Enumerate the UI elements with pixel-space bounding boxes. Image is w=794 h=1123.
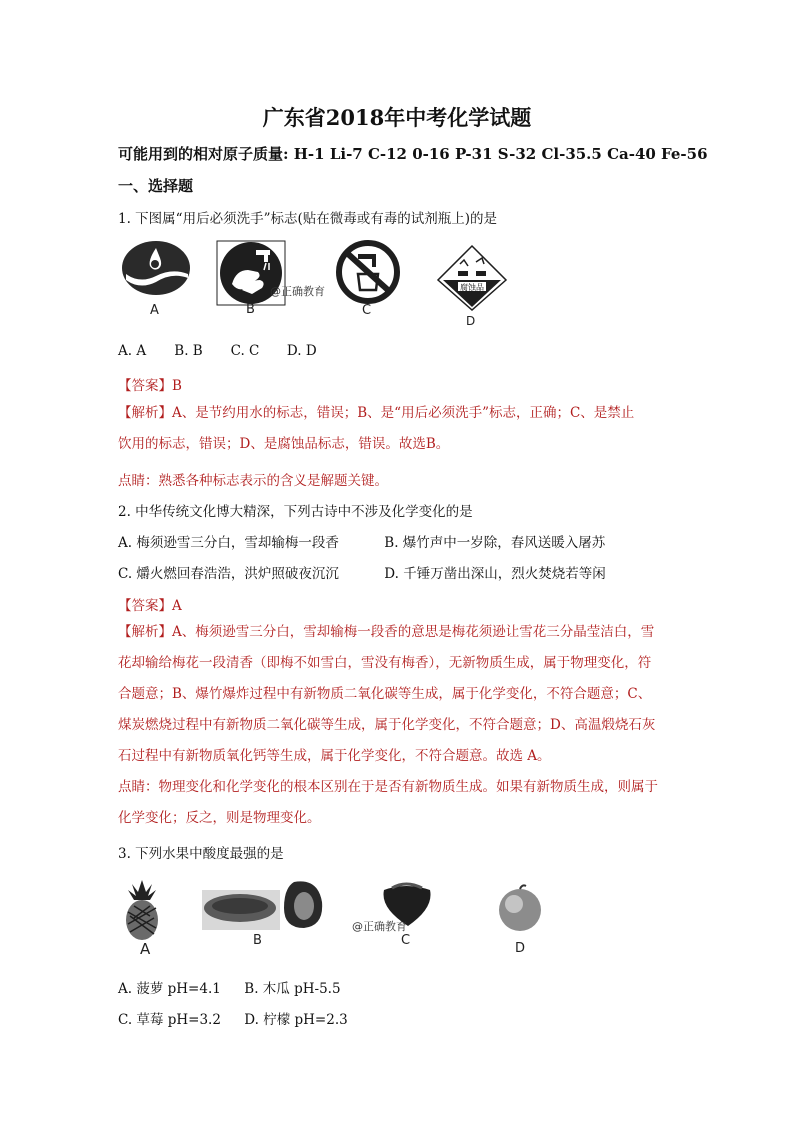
q1-options	[118, 343, 317, 359]
q3-image-label-d: D	[515, 941, 526, 956]
q1-image-label-d: D	[466, 314, 476, 328]
atomic-masses: 可能用到的相对原子质量: H-1 Li-7 C-12 0-16 P-31 S-32 Cl-35.5 Ca-40 Fe-56	[118, 145, 708, 163]
q1-analysis-label: 【解析】	[118, 405, 172, 421]
section-heading: 一、选择题	[118, 177, 194, 195]
q2-answer-label: 【答案】	[118, 598, 172, 614]
q2-options-row-1	[118, 531, 605, 551]
q3-stem: 3. 下列水果中酸度最强的是	[118, 846, 284, 862]
q2-answer-value: A	[172, 598, 182, 614]
corrosive-sign-icon	[436, 244, 508, 312]
corrosive-label: 腐蚀品	[460, 283, 484, 292]
no-drinking-sign-icon	[334, 240, 402, 304]
q1-option-a[interactable]: A. A	[118, 343, 147, 359]
lemon-icon	[494, 882, 546, 934]
q1-image-label-b: B	[246, 302, 255, 317]
q2-analysis-label: 【解析】	[118, 624, 172, 640]
q2-note-line-1: 点睛：物理变化和化学变化的根本区别在于是否有新物质生成。如果有新物质生成，则属于	[118, 779, 658, 795]
q1-analysis-line-2: 饮用的标志，错误；D、是腐蚀品标志，错误。故选B。	[118, 436, 450, 452]
q2-options-row-2	[118, 562, 606, 582]
q3-options-row-1	[118, 977, 341, 997]
q2-note	[118, 772, 678, 834]
q1-answer	[118, 374, 182, 394]
q1-option-b[interactable]: B. B	[174, 343, 203, 359]
q2-option-b[interactable]: B. 爆竹声中一岁除，春风送暖入屠苏	[384, 535, 606, 551]
q3-option-c[interactable]: C. 草莓 pH=3.2	[118, 1012, 221, 1028]
q3-image-label-a: A	[140, 940, 151, 958]
papaya-icon	[200, 872, 330, 934]
q2-analysis-line-4: 煤炭燃烧过程中有新物质二氧化碳等生成，属于化学变化，不符合题意；D、高温煅烧石灰	[118, 717, 656, 733]
q1-note: 点睛：熟悉各种标志表示的含义是解题关键。	[118, 473, 388, 489]
q2-analysis	[118, 617, 678, 772]
q2-answer	[118, 594, 182, 614]
q2-option-c[interactable]: C. 爝火燃回春浩浩，洪炉照破夜沉沉	[118, 566, 339, 582]
q3-watermark: @正确教育	[352, 920, 407, 933]
q3-image-label-c: C	[401, 933, 411, 948]
q1-analysis	[118, 398, 678, 460]
q1-watermark: @正确教育	[270, 285, 325, 298]
q2-analysis-line-3: 合题意；B、爆竹爆炸过程中有新物质二氧化碳等生成，属于化学变化，不符合题意；C、	[118, 686, 652, 702]
q1-image-label-c: C	[362, 303, 372, 318]
page-title: 广东省2018年中考化学试题	[262, 105, 532, 130]
q1-analysis-line-1: A、是节约用水的标志，错误；B、是“用后必须洗手”标志，正确；C、是禁止	[172, 405, 635, 421]
q3-image-label-b: B	[253, 933, 262, 948]
q2-option-a[interactable]: A. 梅须逊雪三分白，雪却输梅一段香	[118, 535, 339, 551]
q2-note-line-2: 化学变化；反之，则是物理变化。	[118, 810, 321, 826]
q2-analysis-line-1: A、梅须逊雪三分白，雪却输梅一段香的意思是梅花须逊让雪花三分晶莹洁白，雪	[172, 624, 655, 640]
q1-answer-value: B	[172, 378, 182, 394]
q2-option-d[interactable]: D. 千锤万凿出深山，烈火焚烧若等闲	[384, 566, 606, 582]
q2-analysis-line-5: 石过程中有新物质氧化钙等生成，属于化学变化，不符合题意。故选 A。	[118, 748, 551, 764]
q2-analysis-line-2: 花却输给梅花一段清香（即梅不如雪白，雪没有梅香），无新物质生成，属于物理变化，符	[118, 655, 652, 671]
q2-stem: 2. 中华传统文化博大精深，下列古诗中不涉及化学变化的是	[118, 504, 473, 520]
water-saving-sign-icon	[120, 240, 192, 296]
q1-image-label-a: A	[150, 303, 159, 318]
q3-option-b[interactable]: B. 木瓜 pH-5.5	[244, 981, 341, 997]
q3-option-d[interactable]: D. 柠檬 pH=2.3	[244, 1012, 348, 1028]
q3-option-a[interactable]: A. 菠萝 pH=4.1	[118, 981, 221, 997]
q1-option-c[interactable]: C. C	[230, 343, 260, 359]
q1-option-d[interactable]: D. D	[286, 343, 317, 359]
q1-answer-label: 【答案】	[118, 378, 172, 394]
pineapple-icon	[120, 878, 164, 942]
q1-stem: 1. 下图属“用后必须洗手”标志(贴在微毒或有毒的试剂瓶上)的是	[118, 211, 498, 227]
q3-options-row-2	[118, 1008, 348, 1028]
